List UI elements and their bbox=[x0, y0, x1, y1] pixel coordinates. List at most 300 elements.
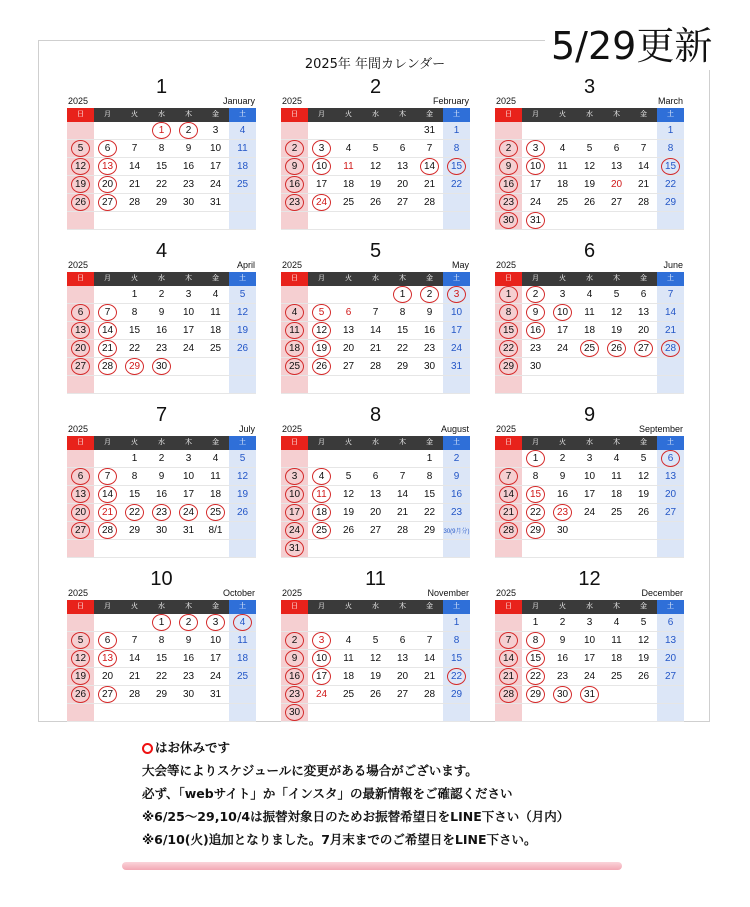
day-number: 3 bbox=[312, 140, 331, 157]
day-number: 30 bbox=[155, 525, 168, 536]
day-number: 21 bbox=[423, 179, 436, 190]
day-cell bbox=[630, 632, 657, 650]
day-cell bbox=[67, 212, 94, 230]
weekday-header: 水 bbox=[576, 108, 603, 122]
day-cell bbox=[94, 486, 121, 504]
day-number: 1 bbox=[532, 617, 539, 628]
day-number: 5 bbox=[239, 289, 246, 300]
day-number: 11 bbox=[237, 143, 248, 154]
day-cell bbox=[603, 286, 630, 304]
day-cell bbox=[148, 614, 175, 632]
month-header bbox=[495, 76, 684, 108]
day-number: 8 bbox=[158, 143, 165, 154]
day-cell bbox=[362, 376, 389, 394]
day-cell bbox=[94, 376, 121, 394]
day-cell bbox=[630, 540, 657, 558]
day-number: 2 bbox=[179, 614, 198, 631]
day-cell bbox=[202, 704, 229, 722]
weekday-header: 金 bbox=[630, 272, 657, 286]
day-cell bbox=[576, 686, 603, 704]
day-number: 30 bbox=[499, 212, 518, 229]
day-number: 1 bbox=[667, 125, 674, 136]
day-cell bbox=[657, 212, 684, 230]
day-cell bbox=[522, 212, 549, 230]
day-number: 11 bbox=[557, 161, 568, 172]
day-number: 11 bbox=[210, 307, 221, 318]
day-cell bbox=[549, 176, 576, 194]
day-cell bbox=[175, 450, 202, 468]
day-cell bbox=[603, 194, 630, 212]
day-cell bbox=[522, 140, 549, 158]
day-number: 27 bbox=[71, 358, 90, 375]
day-cell bbox=[603, 122, 630, 140]
day-cell bbox=[416, 176, 443, 194]
day-grid bbox=[67, 600, 256, 722]
day-cell bbox=[389, 450, 416, 468]
day-cell bbox=[630, 504, 657, 522]
month-2 bbox=[281, 76, 470, 230]
day-number: 9 bbox=[185, 143, 192, 154]
day-number: 15 bbox=[447, 158, 466, 175]
month-number: 6 bbox=[583, 240, 596, 262]
day-number: 22 bbox=[155, 671, 168, 682]
day-number: 12 bbox=[637, 471, 650, 482]
day-cell bbox=[175, 304, 202, 322]
month-header bbox=[281, 568, 470, 600]
day-cell bbox=[148, 522, 175, 540]
day-number: 26 bbox=[312, 358, 331, 375]
month-number: 11 bbox=[365, 568, 386, 590]
day-cell bbox=[362, 668, 389, 686]
month-6 bbox=[495, 240, 684, 394]
month-number: 12 bbox=[578, 568, 601, 590]
day-cell bbox=[308, 522, 335, 540]
day-number: 17 bbox=[450, 325, 463, 336]
day-number: 31 bbox=[450, 361, 463, 372]
day-cell bbox=[202, 322, 229, 340]
day-number: 11 bbox=[611, 471, 622, 482]
day-cell bbox=[121, 668, 148, 686]
day-number: 16 bbox=[182, 161, 195, 172]
day-number: 9 bbox=[559, 635, 566, 646]
weekday-header: 金 bbox=[416, 600, 443, 614]
day-cell bbox=[657, 450, 684, 468]
day-cell bbox=[630, 140, 657, 158]
day-cell bbox=[416, 194, 443, 212]
day-number: 9 bbox=[499, 158, 518, 175]
day-cell bbox=[576, 704, 603, 722]
day-cell bbox=[281, 304, 308, 322]
day-number: 10 bbox=[526, 158, 545, 175]
day-cell bbox=[603, 376, 630, 394]
day-number: 2 bbox=[158, 453, 165, 464]
day-grid bbox=[281, 272, 470, 394]
month-english-name: November bbox=[427, 588, 469, 598]
day-cell bbox=[175, 322, 202, 340]
day-cell bbox=[229, 176, 256, 194]
day-number: 16 bbox=[450, 489, 463, 500]
day-number: 18 bbox=[583, 325, 596, 336]
day-cell bbox=[362, 632, 389, 650]
day-cell bbox=[229, 358, 256, 376]
day-cell bbox=[576, 668, 603, 686]
day-cell bbox=[603, 140, 630, 158]
day-number: 5 bbox=[71, 140, 90, 157]
day-number: 1 bbox=[453, 125, 460, 136]
day-number: 23 bbox=[152, 504, 171, 521]
day-number: 19 bbox=[369, 179, 382, 190]
day-number: 19 bbox=[236, 489, 249, 500]
day-number: 13 bbox=[637, 307, 650, 318]
day-number: 20 bbox=[610, 179, 623, 190]
day-number: 14 bbox=[423, 653, 436, 664]
day-grid bbox=[495, 108, 684, 230]
day-cell bbox=[522, 686, 549, 704]
day-cell bbox=[308, 304, 335, 322]
day-cell bbox=[362, 304, 389, 322]
day-cell bbox=[281, 358, 308, 376]
day-number: 13 bbox=[71, 486, 90, 503]
day-cell bbox=[522, 632, 549, 650]
day-cell bbox=[576, 286, 603, 304]
day-cell bbox=[630, 522, 657, 540]
day-number: 22 bbox=[396, 343, 409, 354]
day-number: 1 bbox=[393, 286, 412, 303]
day-number: 28 bbox=[128, 197, 141, 208]
day-number: 5 bbox=[586, 143, 593, 154]
day-number: 16 bbox=[556, 653, 569, 664]
day-cell bbox=[495, 176, 522, 194]
day-cell bbox=[576, 358, 603, 376]
day-cell bbox=[148, 286, 175, 304]
day-number: 9 bbox=[158, 471, 165, 482]
day-cell bbox=[335, 668, 362, 686]
day-number: 6 bbox=[71, 304, 90, 321]
day-cell bbox=[229, 668, 256, 686]
day-cell bbox=[67, 322, 94, 340]
day-cell bbox=[335, 340, 362, 358]
day-number: 26 bbox=[236, 343, 249, 354]
day-cell bbox=[67, 650, 94, 668]
day-cell bbox=[202, 376, 229, 394]
day-cell bbox=[549, 140, 576, 158]
day-number: 1 bbox=[526, 450, 545, 467]
weekday-header: 日 bbox=[281, 108, 308, 122]
day-number: 24 bbox=[209, 671, 222, 682]
month-9 bbox=[495, 404, 684, 558]
weekday-header: 土 bbox=[657, 600, 684, 614]
month-header bbox=[495, 568, 684, 600]
day-cell bbox=[229, 650, 256, 668]
weekday-header: 木 bbox=[175, 108, 202, 122]
day-number: 13 bbox=[98, 650, 117, 667]
day-number: 31 bbox=[209, 197, 222, 208]
day-cell bbox=[416, 286, 443, 304]
weekday-header: 日 bbox=[495, 108, 522, 122]
weekday-header: 水 bbox=[576, 600, 603, 614]
weekday-header: 火 bbox=[549, 108, 576, 122]
weekday-header: 火 bbox=[335, 272, 362, 286]
day-number: 27 bbox=[396, 197, 409, 208]
day-cell bbox=[389, 668, 416, 686]
weekday-header: 月 bbox=[522, 600, 549, 614]
day-cell bbox=[389, 322, 416, 340]
day-cell bbox=[148, 504, 175, 522]
day-cell bbox=[630, 122, 657, 140]
day-cell bbox=[416, 704, 443, 722]
day-cell bbox=[94, 540, 121, 558]
day-cell bbox=[67, 614, 94, 632]
day-cell bbox=[281, 668, 308, 686]
month-year: 2025 bbox=[496, 96, 517, 106]
day-cell bbox=[389, 340, 416, 358]
day-number: 10 bbox=[583, 471, 596, 482]
day-number: 25 bbox=[285, 358, 304, 375]
day-cell bbox=[335, 704, 362, 722]
day-number: 28 bbox=[661, 340, 680, 357]
weekday-header: 火 bbox=[121, 436, 148, 450]
day-number: 9 bbox=[285, 158, 304, 175]
day-cell bbox=[202, 194, 229, 212]
day-cell bbox=[121, 322, 148, 340]
day-cell bbox=[94, 322, 121, 340]
day-cell bbox=[67, 704, 94, 722]
weekday-header: 金 bbox=[630, 108, 657, 122]
day-number: 9 bbox=[285, 650, 304, 667]
month-header bbox=[281, 240, 470, 272]
day-number: 7 bbox=[98, 304, 117, 321]
day-cell bbox=[121, 504, 148, 522]
day-cell bbox=[175, 686, 202, 704]
day-number: 27 bbox=[610, 197, 623, 208]
weekday-header: 土 bbox=[229, 436, 256, 450]
day-cell bbox=[495, 304, 522, 322]
weekday-header: 水 bbox=[576, 272, 603, 286]
day-number: 18 bbox=[610, 489, 623, 500]
month-header bbox=[495, 240, 684, 272]
day-number: 16 bbox=[182, 653, 195, 664]
day-number: 15 bbox=[526, 486, 545, 503]
day-cell bbox=[630, 450, 657, 468]
day-cell bbox=[148, 158, 175, 176]
day-number: 4 bbox=[285, 304, 304, 321]
day-cell bbox=[657, 522, 684, 540]
day-cell bbox=[121, 522, 148, 540]
day-cell bbox=[229, 376, 256, 394]
weekday-header: 日 bbox=[495, 436, 522, 450]
day-cell bbox=[229, 540, 256, 558]
day-cell bbox=[121, 614, 148, 632]
weekday-header: 水 bbox=[362, 600, 389, 614]
day-cell bbox=[121, 650, 148, 668]
day-number: 21 bbox=[664, 325, 677, 336]
month-header bbox=[67, 76, 256, 108]
day-cell bbox=[94, 704, 121, 722]
weekday-header: 月 bbox=[94, 272, 121, 286]
month-header bbox=[67, 240, 256, 272]
day-cell bbox=[175, 540, 202, 558]
day-number: 1 bbox=[453, 617, 460, 628]
weekday-header: 水 bbox=[148, 108, 175, 122]
day-cell bbox=[362, 358, 389, 376]
day-number: 26 bbox=[236, 507, 249, 518]
day-cell bbox=[549, 122, 576, 140]
day-number: 24 bbox=[450, 343, 463, 354]
day-cell bbox=[443, 122, 470, 140]
day-cell bbox=[603, 176, 630, 194]
day-number: 27 bbox=[98, 194, 117, 211]
day-number: 3 bbox=[185, 453, 192, 464]
day-number: 18 bbox=[209, 325, 222, 336]
day-cell bbox=[308, 486, 335, 504]
month-english-name: July bbox=[238, 424, 255, 434]
day-number: 24 bbox=[312, 194, 331, 211]
day-number: 21 bbox=[499, 504, 518, 521]
day-cell bbox=[362, 686, 389, 704]
day-number: 18 bbox=[236, 653, 249, 664]
day-cell bbox=[281, 176, 308, 194]
day-number: 6 bbox=[399, 143, 406, 154]
day-number: 26 bbox=[71, 194, 90, 211]
weekday-header: 日 bbox=[67, 108, 94, 122]
month-english-name: June bbox=[663, 260, 683, 270]
day-cell bbox=[67, 522, 94, 540]
day-cell bbox=[443, 140, 470, 158]
day-cell bbox=[389, 504, 416, 522]
weekday-header: 日 bbox=[67, 600, 94, 614]
day-cell bbox=[229, 286, 256, 304]
weekday-header: 火 bbox=[335, 600, 362, 614]
day-number: 22 bbox=[447, 668, 466, 685]
day-number: 2 bbox=[559, 617, 566, 628]
day-number: 8 bbox=[426, 471, 433, 482]
day-number: 24 bbox=[315, 689, 328, 700]
month-english-name: April bbox=[236, 260, 255, 270]
day-cell bbox=[335, 122, 362, 140]
day-cell bbox=[175, 158, 202, 176]
day-number: 30 bbox=[285, 704, 304, 721]
day-cell bbox=[94, 122, 121, 140]
day-number: 2 bbox=[499, 140, 518, 157]
day-number: 19 bbox=[583, 179, 596, 190]
weekday-header: 木 bbox=[175, 600, 202, 614]
day-number: 11 bbox=[343, 653, 354, 664]
day-cell bbox=[630, 212, 657, 230]
day-number: 13 bbox=[664, 471, 677, 482]
day-cell bbox=[94, 468, 121, 486]
day-number: 7 bbox=[131, 143, 138, 154]
day-number: 28 bbox=[637, 197, 650, 208]
day-number: 7 bbox=[499, 632, 518, 649]
day-cell bbox=[495, 632, 522, 650]
day-number: 5 bbox=[640, 617, 647, 628]
day-cell bbox=[630, 668, 657, 686]
day-number: 2 bbox=[559, 453, 566, 464]
day-cell bbox=[229, 140, 256, 158]
weekday-header: 木 bbox=[175, 272, 202, 286]
month-8 bbox=[281, 404, 470, 558]
day-cell bbox=[67, 504, 94, 522]
day-cell bbox=[94, 340, 121, 358]
month-1 bbox=[67, 76, 256, 230]
month-10 bbox=[67, 568, 256, 722]
day-cell bbox=[308, 632, 335, 650]
day-number: 10 bbox=[285, 486, 304, 503]
day-cell bbox=[175, 704, 202, 722]
day-cell bbox=[443, 450, 470, 468]
day-cell bbox=[443, 650, 470, 668]
day-cell bbox=[308, 122, 335, 140]
day-cell bbox=[202, 650, 229, 668]
day-cell bbox=[202, 522, 229, 540]
day-number: 22 bbox=[125, 504, 144, 521]
day-number: 19 bbox=[312, 340, 331, 357]
day-cell bbox=[229, 340, 256, 358]
day-number: 8 bbox=[667, 143, 674, 154]
weekday-header: 金 bbox=[416, 272, 443, 286]
day-cell bbox=[495, 140, 522, 158]
day-number: 2 bbox=[158, 289, 165, 300]
day-number: 4 bbox=[233, 614, 252, 631]
day-number: 7 bbox=[640, 143, 647, 154]
day-cell bbox=[229, 632, 256, 650]
day-cell bbox=[175, 194, 202, 212]
day-cell bbox=[657, 376, 684, 394]
day-cell bbox=[281, 650, 308, 668]
day-number: 20 bbox=[637, 325, 650, 336]
day-cell bbox=[308, 468, 335, 486]
day-cell bbox=[67, 140, 94, 158]
day-cell bbox=[229, 194, 256, 212]
day-number: 30 bbox=[553, 686, 572, 703]
day-cell bbox=[121, 122, 148, 140]
day-cell bbox=[175, 176, 202, 194]
day-number: 18 bbox=[342, 179, 355, 190]
weekday-header: 木 bbox=[603, 272, 630, 286]
day-cell bbox=[389, 194, 416, 212]
day-number: 6 bbox=[661, 450, 680, 467]
day-number: 16 bbox=[285, 176, 304, 193]
day-number: 13 bbox=[71, 322, 90, 339]
day-cell bbox=[630, 194, 657, 212]
day-number: 3 bbox=[526, 140, 545, 157]
day-cell bbox=[335, 286, 362, 304]
day-number: 25 bbox=[556, 197, 569, 208]
day-number: 23 bbox=[529, 343, 542, 354]
day-number: 30 bbox=[182, 197, 195, 208]
day-cell bbox=[495, 358, 522, 376]
day-cell bbox=[94, 140, 121, 158]
day-number: 3 bbox=[285, 468, 304, 485]
weekday-header: 木 bbox=[603, 436, 630, 450]
day-cell bbox=[495, 468, 522, 486]
day-cell bbox=[389, 486, 416, 504]
day-cell bbox=[362, 650, 389, 668]
month-12 bbox=[495, 568, 684, 722]
day-number: 28 bbox=[499, 522, 518, 539]
day-number: 20 bbox=[396, 671, 409, 682]
day-number: 29 bbox=[423, 525, 436, 536]
day-cell bbox=[335, 650, 362, 668]
day-number: 21 bbox=[128, 179, 141, 190]
day-cell bbox=[308, 650, 335, 668]
day-cell bbox=[94, 614, 121, 632]
day-cell bbox=[335, 522, 362, 540]
day-number: 9 bbox=[185, 635, 192, 646]
day-cell bbox=[443, 158, 470, 176]
day-number: 6 bbox=[71, 468, 90, 485]
day-cell bbox=[443, 540, 470, 558]
